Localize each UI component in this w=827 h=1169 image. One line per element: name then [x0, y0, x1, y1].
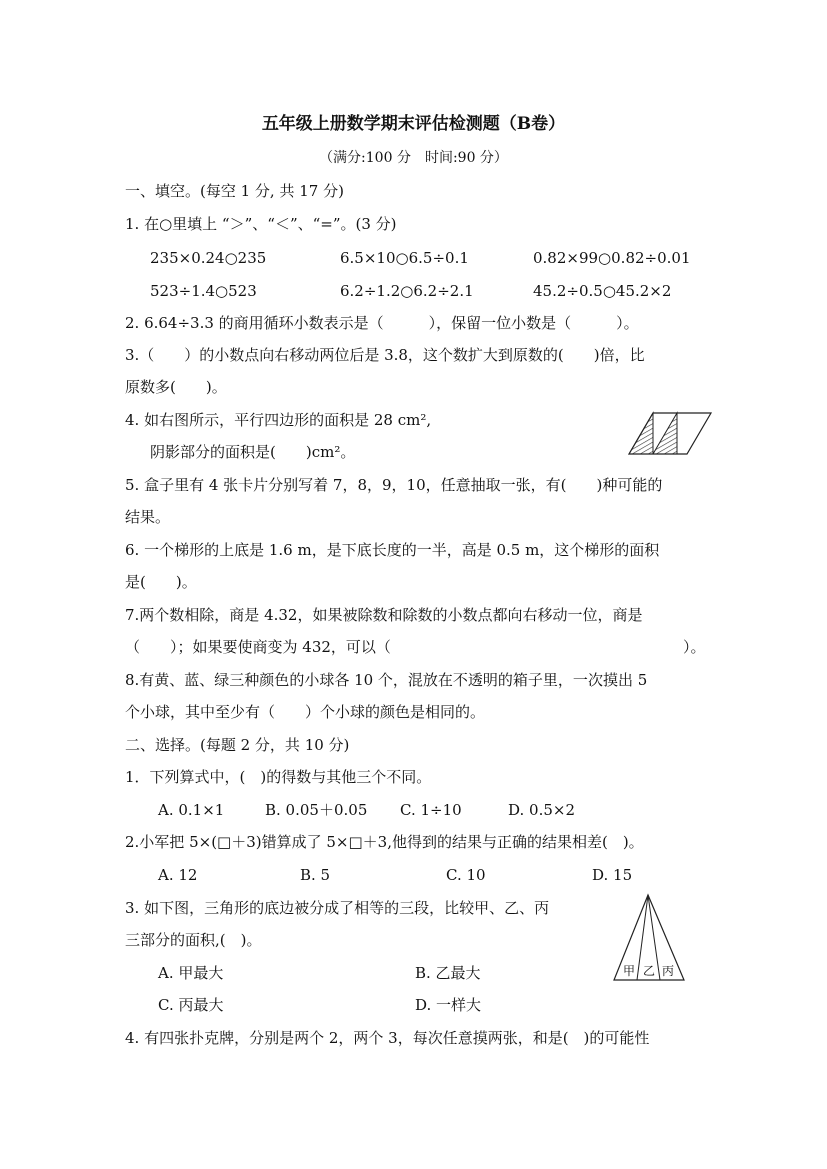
q2-3-option: C. 丙最大 [158, 996, 224, 1014]
q1-1-item: 0.82×99○0.82÷0.01 [533, 249, 691, 267]
q1-7-line2: （ ）；如果要使商变为 432，可以（ [125, 638, 391, 656]
q2-3-option: D. 一样大 [415, 996, 482, 1014]
q2-3-option: A. 甲最大 [158, 964, 224, 982]
q1-8-line2: 个小球，其中至少有（ ）个小球的颜色是相同的。 [125, 703, 486, 721]
q2-3-line2: 三部分的面积,( )。 [125, 931, 262, 949]
q1-1-stem: 1. 在○里填上 “＞”、“＜”、“=”。(3 分) [125, 215, 397, 233]
q2-2-option: C. 10 [446, 866, 486, 884]
figure-label-yi: 乙 [643, 964, 656, 978]
q2-1-option: C. 1÷10 [400, 801, 462, 819]
q1-1-item: 45.2÷0.5○45.2×2 [533, 282, 672, 300]
q1-4-line2: 阴影部分的面积是( )cm²。 [150, 443, 356, 461]
section2-heading: 二、选择。(每题 2 分，共 10 分) [125, 736, 350, 754]
page-title: 五年级上册数学期末评估检测题（B卷） [261, 114, 566, 134]
q2-2-option: B. 5 [300, 866, 331, 884]
q1-7-line1: 7.两个数相除，商是 4.32，如果被除数和除数的小数点都向右移动一位，商是 [125, 606, 643, 624]
q2-1-option: A. 0.1×1 [158, 801, 225, 819]
parallelogram-figure [626, 411, 714, 457]
q2-3-option: B. 乙最大 [415, 964, 481, 982]
q2-1-option: D. 0.5×2 [508, 801, 575, 819]
q1-7-tail: ）。 [683, 638, 706, 656]
triangle-figure [612, 892, 686, 984]
q1-1-item: 523÷1.4○523 [150, 282, 257, 300]
figure-label-jia: 甲 [623, 964, 636, 978]
q2-1-stem: 1．下列算式中，( )的得数与其他三个不同。 [125, 768, 432, 786]
shaded-triangle [653, 413, 677, 454]
q1-8-line1: 8.有黄、蓝、绿三种颜色的小球各 10 个，混放在不透明的箱子里，一次摸出 5 [125, 671, 648, 689]
q1-5-line2: 结果。 [125, 508, 171, 526]
q2-3-line1: 3. 如下图，三角形的底边被分成了相等的三段，比较甲、乙、丙 [125, 899, 550, 917]
figure-label-bing: 丙 [662, 964, 675, 978]
q1-6-line2: 是( )。 [125, 573, 197, 591]
q1-3-line2: 原数多( )。 [125, 378, 227, 396]
q1-5-line1: 5. 盒子里有 4 张卡片分别写着 7，8，9，10，任意抽取一张，有( )种可能的 [125, 476, 663, 494]
q2-2-option: D. 15 [592, 866, 633, 884]
section1-heading: 一、填空。(每空 1 分, 共 17 分) [125, 182, 344, 200]
q1-3-line1: 3.（ ）的小数点向右移动两位后是 3.8，这个数扩大到原数的( )倍，比 [125, 346, 645, 364]
q2-1-option: B. 0.05＋0.05 [265, 801, 368, 819]
q1-1-item: 6.5×10○6.5÷0.1 [340, 249, 469, 267]
q2-2-stem: 2.小军把 5×(□＋3)错算成了 5×□＋3,他得到的结果与正确的结果相差( )。 [125, 833, 644, 851]
q1-1-item: 6.2÷1.2○6.2÷2.1 [340, 282, 474, 300]
q1-1-item: 235×0.24○235 [150, 249, 267, 267]
q1-2: 2. 6.64÷3.3 的商用循环小数表示是（ ），保留一位小数是（ ）。 [125, 314, 639, 332]
exam-info: （满分:100 分 时间:90 分） [319, 150, 508, 166]
q1-6-line1: 6. 一个梯形的上底是 1.6 m，是下底长度的一半，高是 0.5 m，这个梯形的面积 [125, 541, 660, 559]
q2-4-stem: 4. 有四张扑克牌，分别是两个 2，两个 3，每次任意摸两张，和是( )的可能性 [125, 1029, 650, 1047]
q1-4-line1: 4. 如右图所示，平行四边形的面积是 28 cm², [125, 411, 432, 429]
q2-2-option: A. 12 [158, 866, 198, 884]
